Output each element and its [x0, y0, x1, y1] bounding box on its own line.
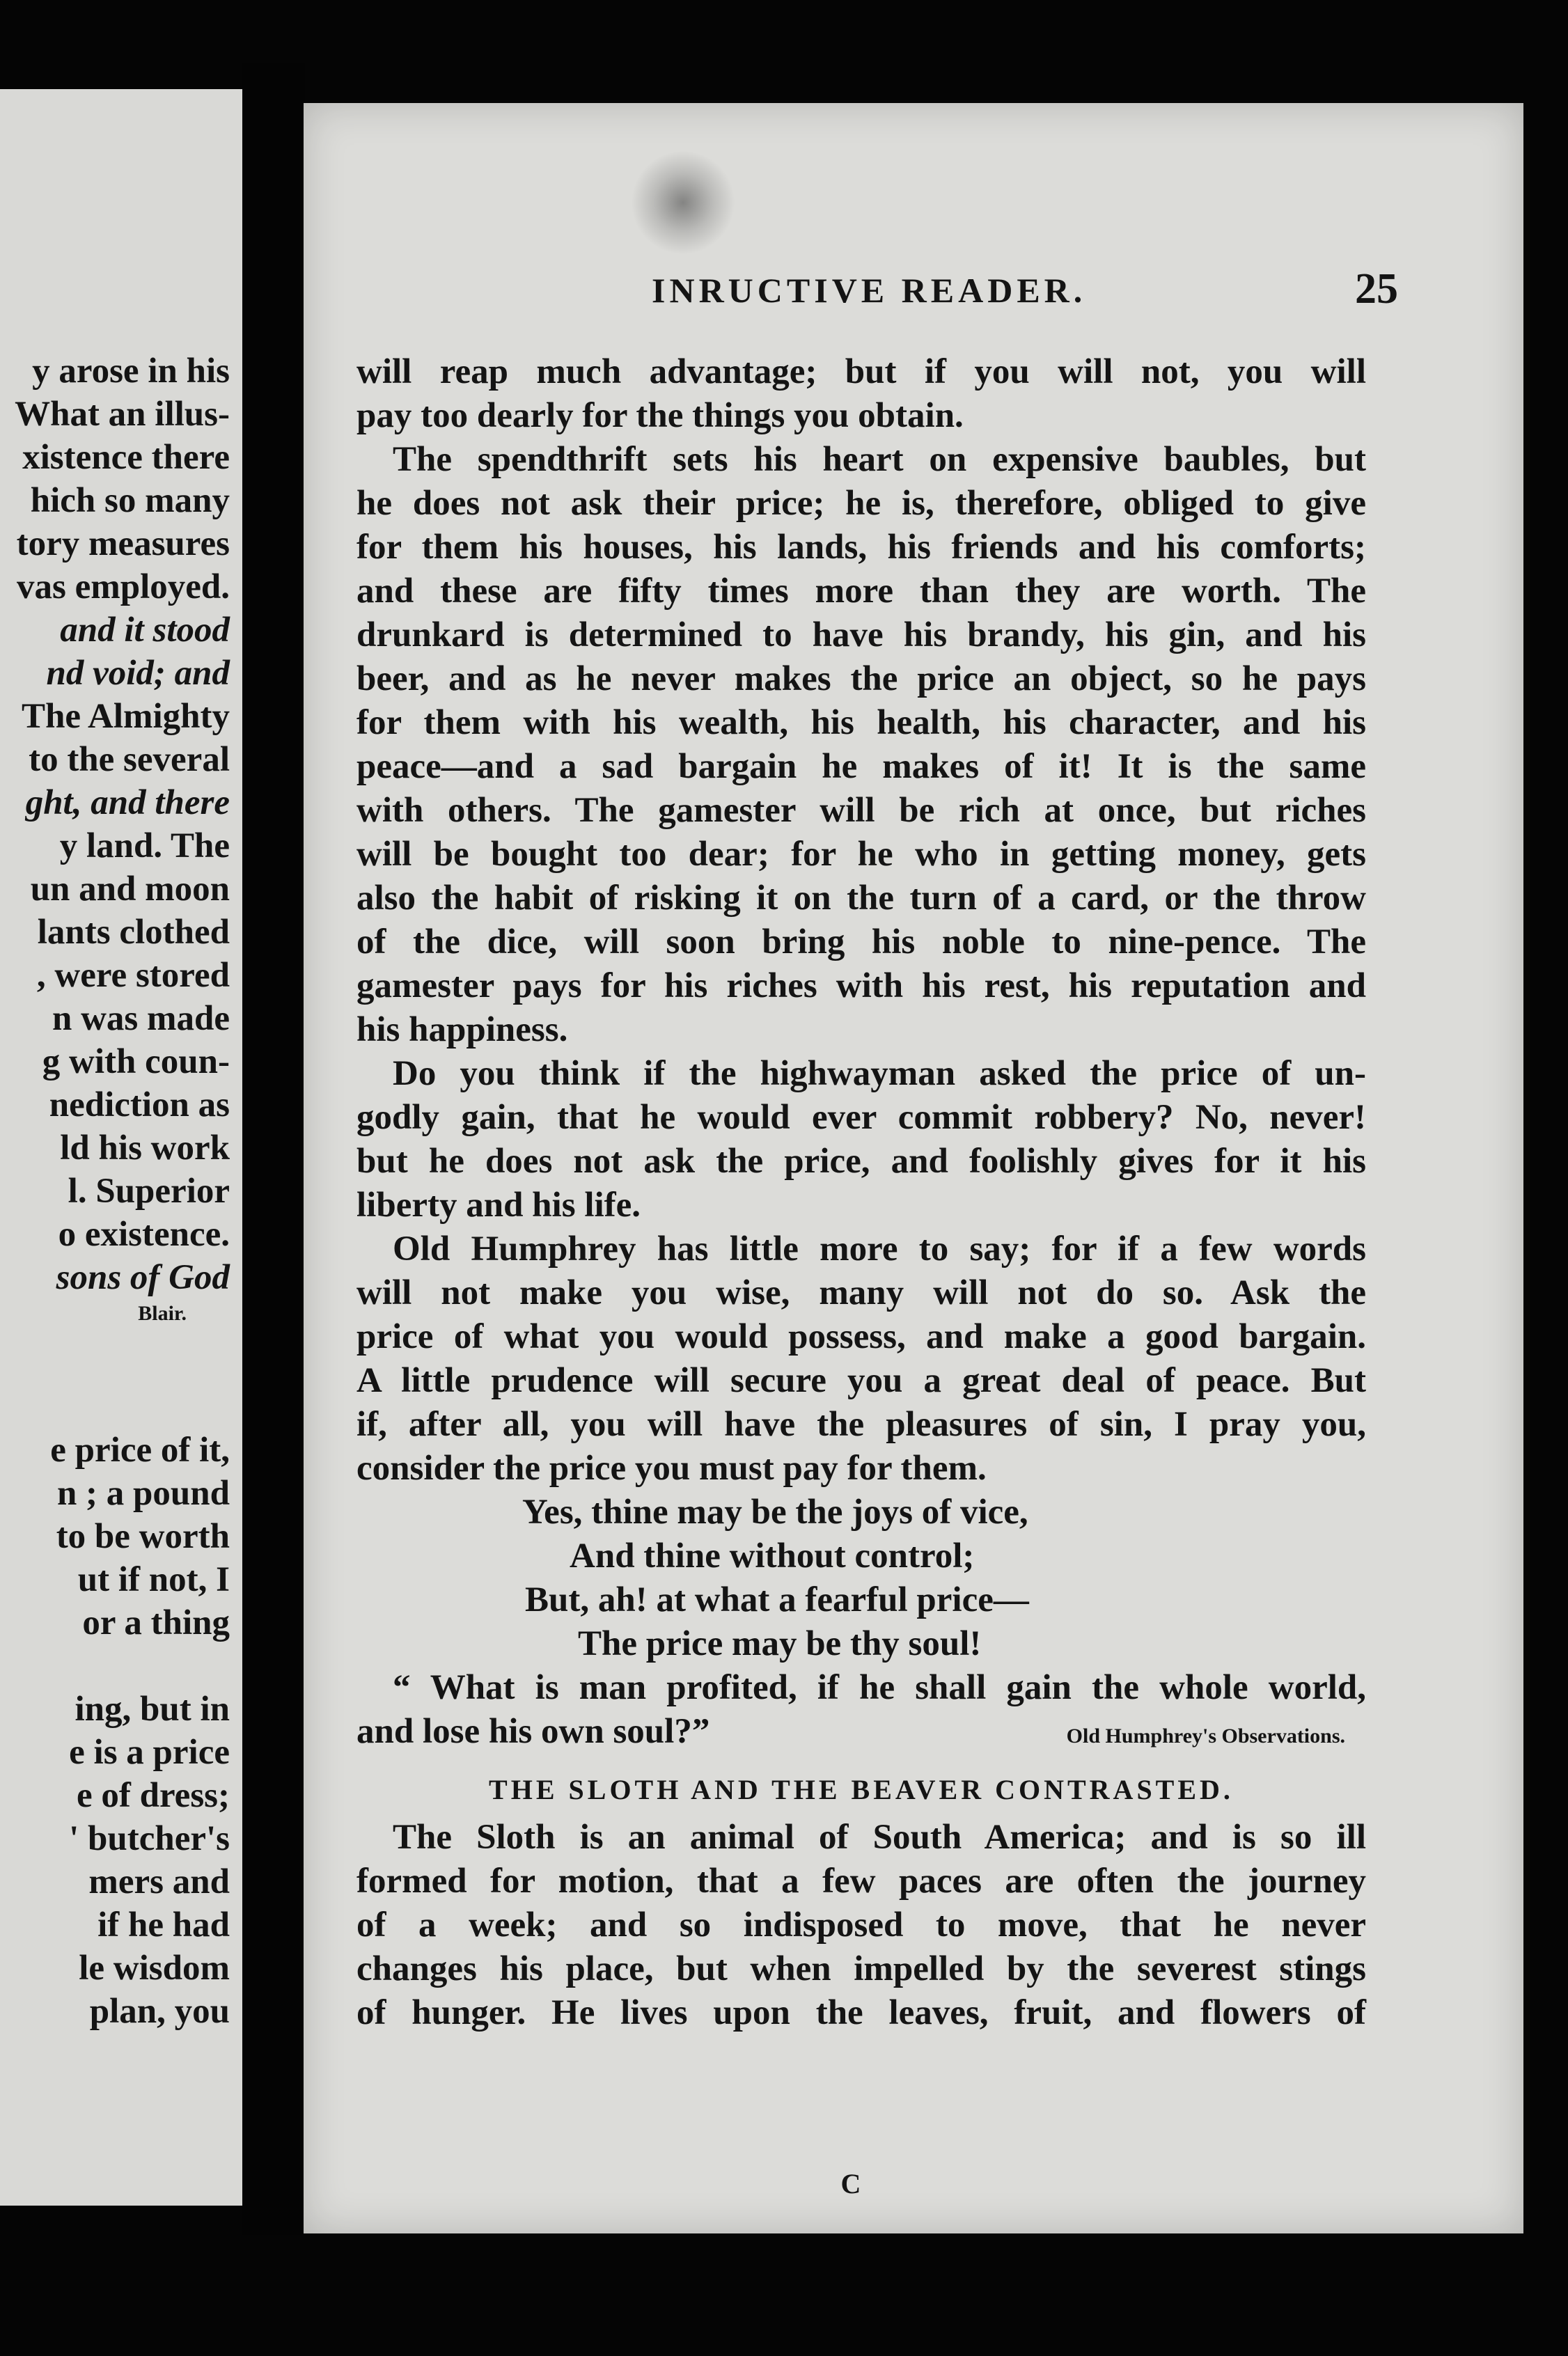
left-page-line: to be worth — [56, 1517, 230, 1556]
left-page-line: e of dress; — [76, 1776, 230, 1815]
left-page-line: e price of it, — [50, 1431, 230, 1470]
text-line: gamester pays for his riches with his rest, his reputation and — [356, 966, 1366, 1005]
text-line: for them with his wealth, his health, his character, and his — [356, 703, 1366, 742]
quote-closing-row — [356, 1710, 1366, 1758]
paragraph-4 — [356, 1227, 1366, 1491]
text-line: will not make you wise, many will not do so. Ask the — [356, 1273, 1366, 1312]
ink-blot — [631, 150, 735, 255]
left-page-line: What an illus- — [15, 395, 230, 434]
left-page-line: if he had — [97, 1906, 230, 1945]
text-line: pay too dearly for the things you obtain. — [356, 396, 964, 435]
text-line: of the dice, will soon bring his noble to nine-pence. The — [356, 922, 1366, 961]
paragraph-5 — [356, 1816, 1366, 2035]
text-line: and lose his own soul?” — [356, 1712, 710, 1751]
text-line: The spendthrift sets his heart on expensive baubles, but — [393, 440, 1366, 479]
left-page-line: un and moon — [30, 870, 230, 909]
text-line: formed for motion, that a few paces are often the journey — [356, 1862, 1366, 1901]
left-page-line: plan, you — [89, 1992, 230, 2031]
left-page-line: , were stored — [36, 956, 230, 995]
left-page-line: n ; a pound — [56, 1474, 230, 1513]
signature-mark: C — [840, 2168, 861, 2199]
left-page-line: to the several — [29, 740, 230, 779]
left-page-line: o existence. — [58, 1215, 230, 1254]
verse-line: The price may be thy soul! — [578, 1624, 982, 1663]
left-page-line: ing, but in — [75, 1690, 230, 1729]
paragraph-3 — [356, 1052, 1366, 1227]
text-line: if, after all, you will have the pleasures of sin, I pray you, — [356, 1405, 1366, 1444]
text-line: for them his houses, his lands, his friends and his comforts; — [356, 528, 1366, 567]
text-line: consider the price you must pay for them. — [356, 1449, 987, 1488]
left-page-line: g with coun- — [42, 1042, 230, 1081]
left-page-line: y arose in his — [32, 352, 230, 391]
book-page — [304, 103, 1523, 2233]
running-title: IN​RUCTIVE READER. — [652, 271, 1087, 310]
attribution: Old Humphrey's Observations. — [1066, 1725, 1345, 1748]
verse-line: And thine without control; — [570, 1537, 975, 1576]
left-page-line: mers and — [88, 1862, 230, 1901]
text-line: his happiness. — [356, 1010, 568, 1049]
scripture-quote — [356, 1666, 1366, 1758]
text-line: “ What is man profited, if he shall gain the whole world, — [393, 1668, 1366, 1707]
left-page-line: nediction as — [49, 1085, 230, 1124]
text-line: will be bought too dear; for he who in getting money, gets — [356, 835, 1366, 874]
text-line: Old Humphrey has little more to say; for if a few words — [393, 1230, 1366, 1269]
body-text — [356, 350, 1366, 2035]
paragraph-1 — [356, 350, 1366, 438]
left-page-line: The Almighty — [22, 697, 230, 736]
left-page-line: l. Superior — [68, 1172, 230, 1211]
verse-line: Yes, thine may be the joys of vice, — [522, 1493, 1028, 1532]
page-number: 25 — [1355, 265, 1398, 313]
text-line: A little prudence will secure you a great deal of peace. But — [356, 1361, 1366, 1400]
text-line: The Sloth is an animal of South America; and is so ill — [393, 1818, 1366, 1857]
left-page-line: nd void; and — [46, 654, 230, 693]
left-page-line: ld his work — [60, 1129, 230, 1168]
text-line: peace—and a sad bargain he makes of it! It is the same — [356, 747, 1366, 786]
left-page-line: and it stood — [60, 611, 230, 650]
left-page-line: ut if not, I — [77, 1560, 230, 1599]
left-page-line: Blair. — [138, 1302, 187, 1325]
left-page-line: hich so many — [30, 481, 230, 520]
previous-page-fragment — [0, 89, 242, 2206]
left-page-line: or a thing — [82, 1603, 230, 1642]
text-line: liberty and his life. — [356, 1186, 641, 1225]
verse-line: But, ah! at what a fearful price— — [525, 1580, 1029, 1619]
left-page-line: vas employed. — [17, 567, 230, 606]
left-page-line: xistence there — [22, 438, 230, 477]
left-page-line: ght, and there — [25, 783, 230, 822]
left-page-line: ' butcher's — [69, 1819, 230, 1858]
running-head — [304, 265, 1523, 319]
book-gutter — [242, 63, 305, 2235]
left-page-line: tory measures — [16, 524, 230, 563]
left-page-line: le wisdom — [79, 1949, 230, 1988]
text-line: drunkard is determined to have his brandy, his gin, and his — [356, 615, 1366, 654]
text-line: will reap much advantage; but if you will not, you will — [356, 352, 1366, 391]
text-line: beer, and as he never makes the price an object, so he pays — [356, 659, 1366, 698]
text-line: but he does not ask the price, and foolishly gives for it his — [356, 1142, 1366, 1181]
left-page-line: n was made — [52, 999, 230, 1038]
text-line: price of what you would possess, and make a good bargain. — [356, 1317, 1366, 1356]
section-heading: THE SLOTH AND THE BEAVER CONTRASTED. — [489, 1774, 1234, 1805]
text-line: changes his place, but when impelled by the severest stings — [356, 1949, 1366, 1988]
left-page-line: y land. The — [59, 826, 230, 865]
text-line: of hunger. He lives upon the leaves, fruit, and flowers of — [356, 1993, 1366, 2032]
text-line: Do you think if the highwayman asked the price of un- — [393, 1054, 1366, 1093]
text-line: of a week; and so indisposed to move, that he never — [356, 1906, 1366, 1945]
verse — [356, 1491, 1366, 1666]
text-line: and these are fifty times more than they are worth. The — [356, 572, 1366, 611]
left-page-line: lants clothed — [37, 913, 230, 952]
paragraph-2 — [356, 438, 1366, 1052]
left-page-line: sons of God — [56, 1258, 230, 1297]
text-line: he does not ask their price; he is, therefore, obliged to give — [356, 484, 1366, 523]
left-page-line: e is a price — [69, 1733, 230, 1772]
text-line: godly gain, that he would ever commit robbery? No, never! — [356, 1098, 1366, 1137]
text-line: also the habit of risking it on the turn of a card, or the throw — [356, 879, 1366, 918]
text-line: with others. The gamester will be rich at once, but riches — [356, 791, 1366, 830]
